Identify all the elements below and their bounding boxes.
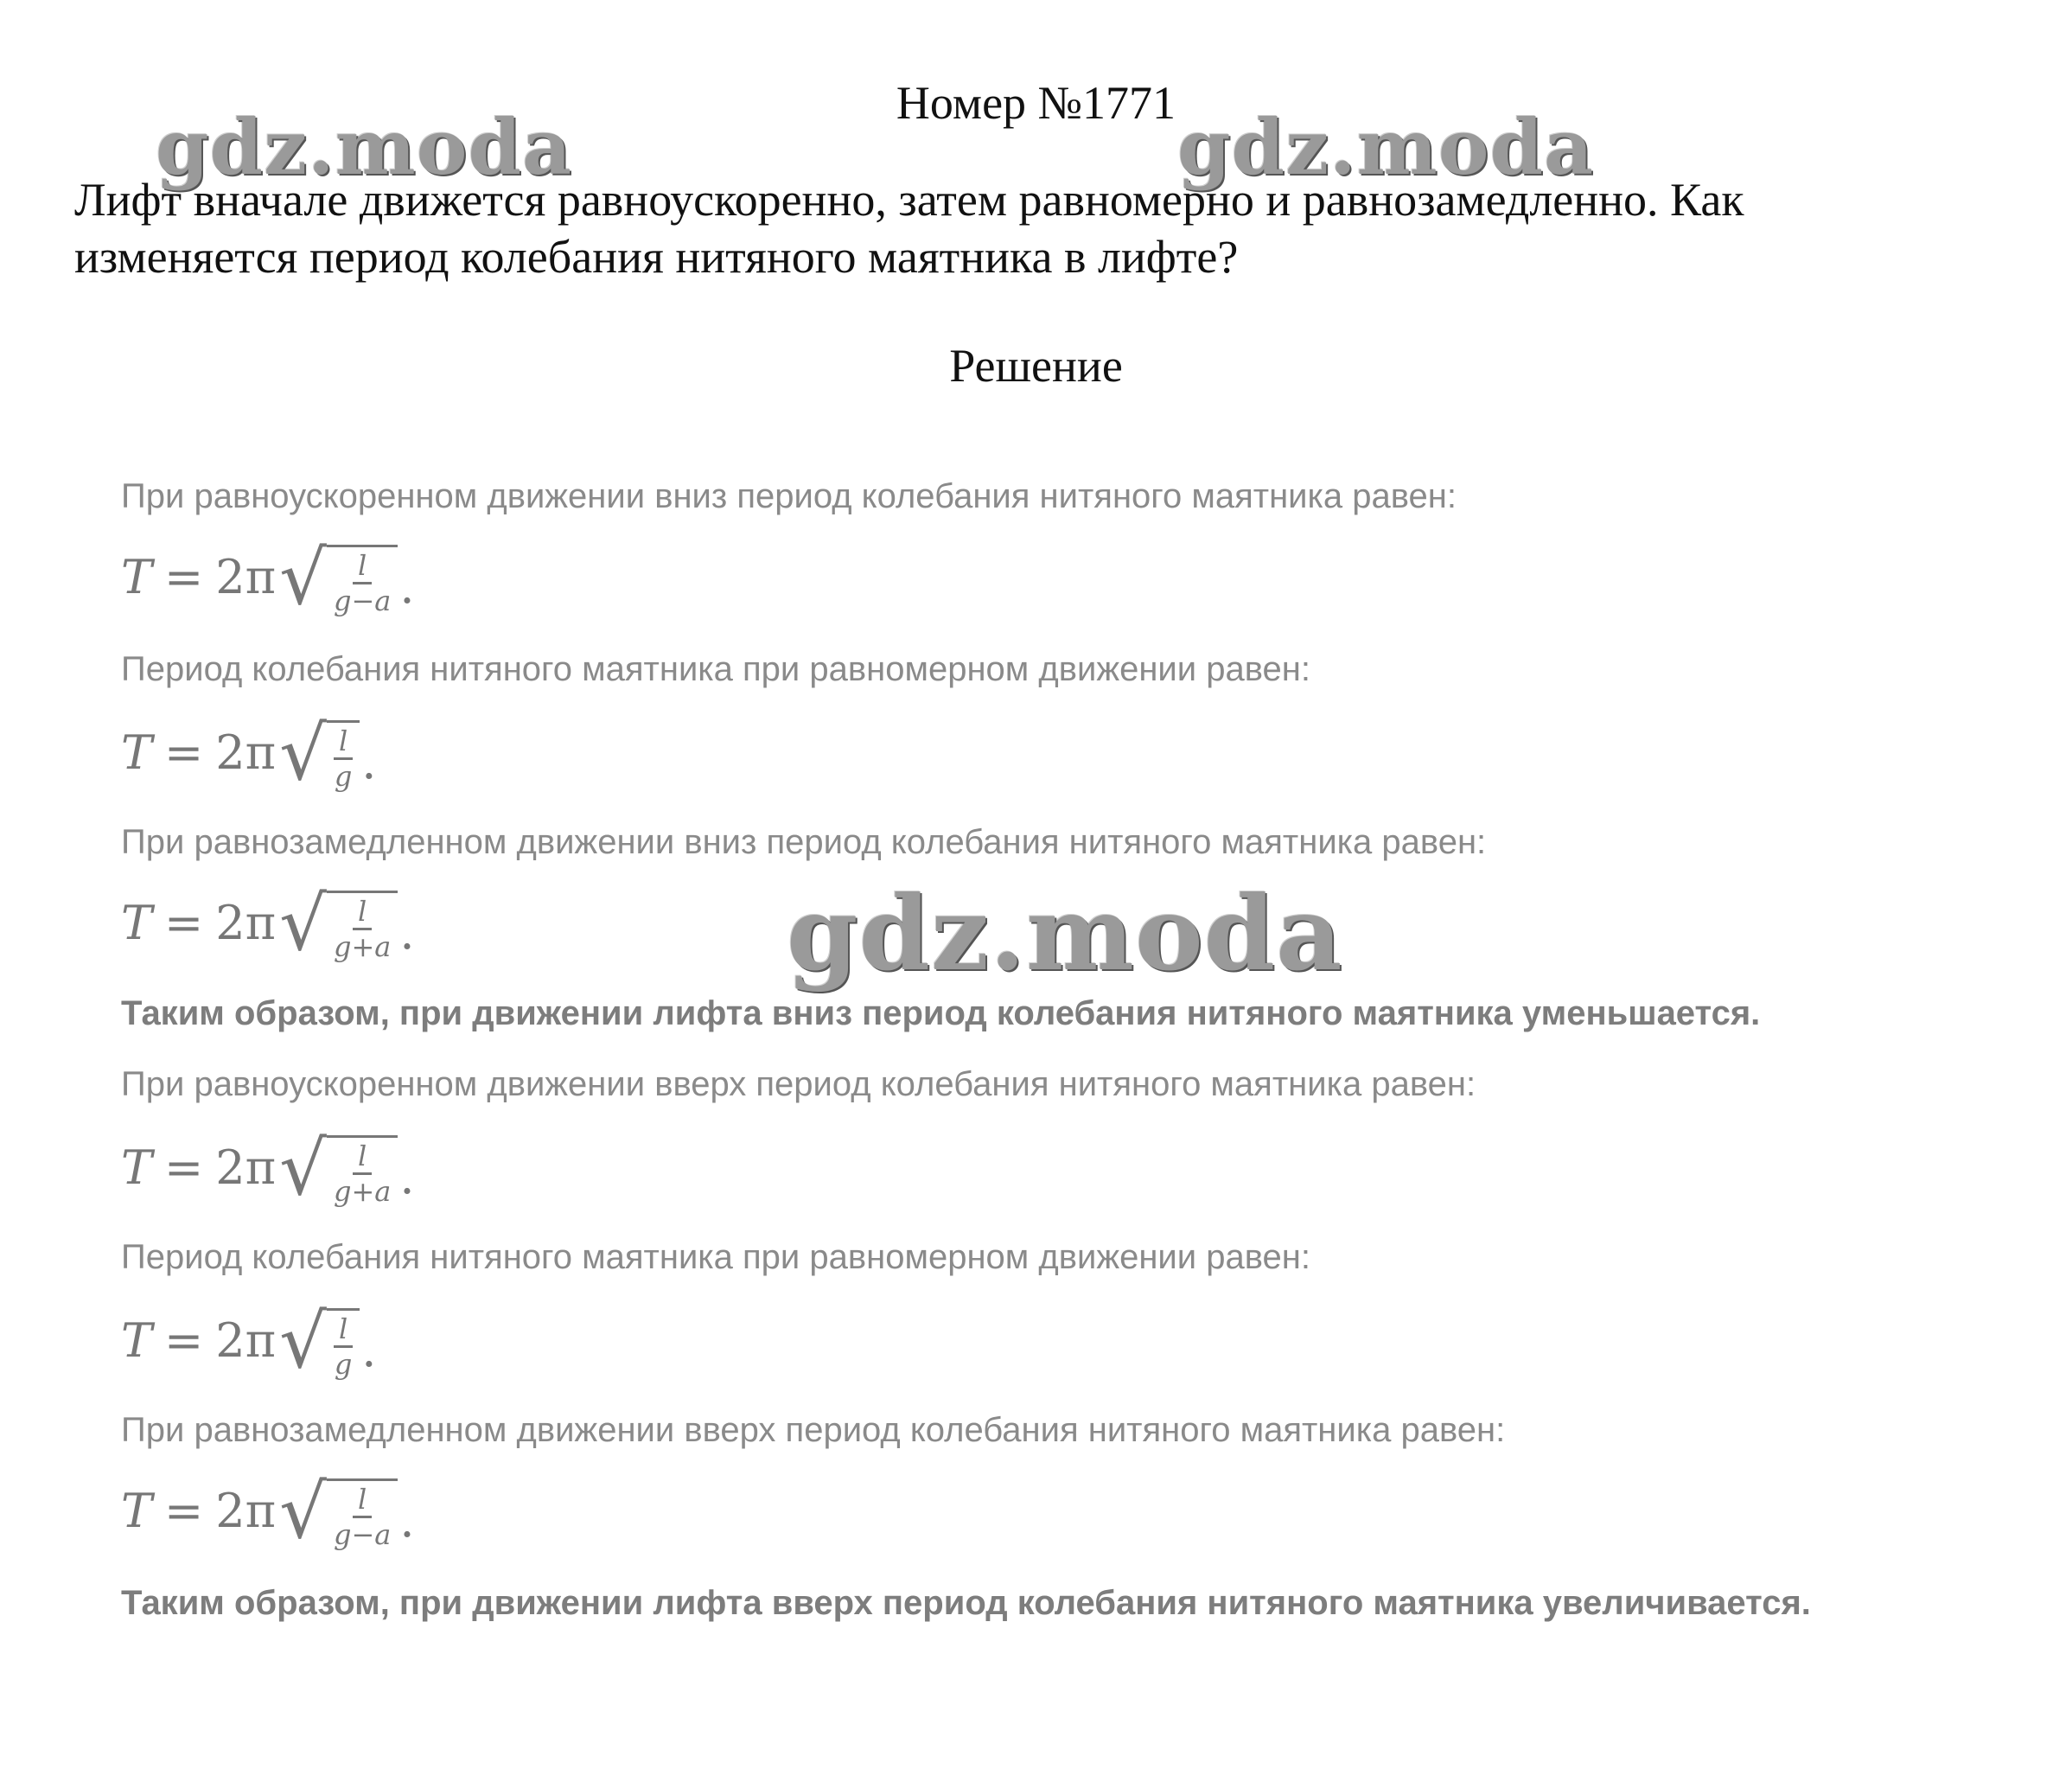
fraction-numerator: l [334, 1312, 353, 1348]
fraction-numerator: l [334, 725, 353, 760]
formula-lhs: T [121, 1140, 153, 1195]
fraction-numerator: l [353, 1140, 372, 1175]
watermark-logo: gdz.moda [1177, 102, 1595, 192]
fraction-denominator: g [334, 1348, 353, 1381]
square-root [279, 881, 398, 967]
period-formula [121, 1463, 415, 1558]
formula-period: . [399, 559, 415, 614]
fraction-denominator: g−a [333, 584, 392, 617]
formula-lhs: T [121, 895, 153, 950]
solution-step-text: Период колебания нитяного маятника при равномерном движении равен: [121, 650, 1310, 688]
fraction-denominator: g+a [333, 930, 392, 963]
formula-equals: = [164, 1140, 204, 1195]
square-root [279, 711, 360, 797]
period-formula [121, 1293, 376, 1388]
period-formula [121, 529, 415, 624]
solution-step-text: При равноускоренном движении вверх период колебания нитяного маятника равен: [121, 1065, 1476, 1103]
fraction [327, 1135, 398, 1208]
solution-step-text: Период колебания нитяного маятника при равномерном движении равен: [121, 1238, 1310, 1276]
formula-period: . [399, 1493, 415, 1548]
problem-line: Лифт вначале движется равноускоренно, затем равномерно и равнозамедленно. Как [74, 174, 1744, 226]
conclusion-down: Таким образом, при движении лифта вниз период колебания нитяного маятника уменьшается. [121, 994, 1761, 1032]
radical-sign-icon: √ [279, 711, 327, 797]
formula-equals: = [164, 725, 204, 780]
fraction-numerator: l [353, 895, 372, 930]
watermark-logo: gdz.moda [787, 873, 1343, 993]
solution-heading: Решение [949, 340, 1123, 392]
period-formula [121, 1120, 415, 1215]
formula-equals: = [164, 549, 204, 604]
fraction [327, 545, 398, 617]
formula-equals: = [164, 895, 204, 950]
solution-step-text: При равноускоренном движении вниз период колебания нитяного маятника равен: [121, 477, 1457, 515]
formula-coefficient: 2π [215, 725, 277, 780]
formula-lhs: T [121, 1312, 153, 1368]
formula-equals: = [164, 1483, 204, 1538]
square-root [279, 1299, 360, 1385]
radical-sign-icon: √ [279, 1126, 327, 1212]
formula-coefficient: 2π [215, 549, 277, 604]
fraction [327, 720, 360, 793]
fraction-denominator: g [334, 760, 353, 793]
fraction [327, 891, 398, 963]
formula-coefficient: 2π [215, 1140, 277, 1195]
square-root [279, 535, 398, 622]
radical-sign-icon: √ [279, 535, 327, 622]
formula-coefficient: 2π [215, 1312, 277, 1368]
fraction-denominator: g+a [333, 1175, 392, 1208]
radical-sign-icon: √ [279, 881, 327, 967]
fraction-numerator: l [353, 1483, 372, 1518]
fraction [327, 1308, 360, 1381]
formula-period: . [399, 905, 415, 960]
formula-period: . [361, 1323, 377, 1377]
radical-sign-icon: √ [279, 1469, 327, 1555]
solution-step-text: При равнозамедленном движении вверх период колебания нитяного маятника равен: [121, 1411, 1506, 1449]
problem-line: изменяется период колебания нитяного маятника в лифте? [74, 231, 1239, 283]
fraction [327, 1478, 398, 1551]
formula-period: . [361, 735, 377, 789]
period-formula [121, 705, 376, 800]
period-formula [121, 875, 415, 970]
conclusion-up: Таким образом, при движении лифта вверх период колебания нитяного маятника увеличивается. [121, 1584, 1811, 1622]
fraction-denominator: g−a [333, 1518, 392, 1551]
problem-statement [74, 171, 2011, 285]
formula-lhs: T [121, 549, 153, 604]
formula-coefficient: 2π [215, 895, 277, 950]
formula-equals: = [164, 1312, 204, 1368]
formula-lhs: T [121, 725, 153, 780]
problem-number-title: Номер №1771 [896, 77, 1176, 129]
formula-period: . [399, 1150, 415, 1204]
fraction-numerator: l [353, 549, 372, 584]
solution-step-text: При равнозамедленном движении вниз период колебания нитяного маятника равен: [121, 823, 1487, 861]
formula-lhs: T [121, 1483, 153, 1538]
radical-sign-icon: √ [279, 1299, 327, 1385]
square-root [279, 1469, 398, 1555]
watermark-logo: gdz.moda [156, 102, 573, 192]
square-root [279, 1126, 398, 1212]
formula-coefficient: 2π [215, 1483, 277, 1538]
